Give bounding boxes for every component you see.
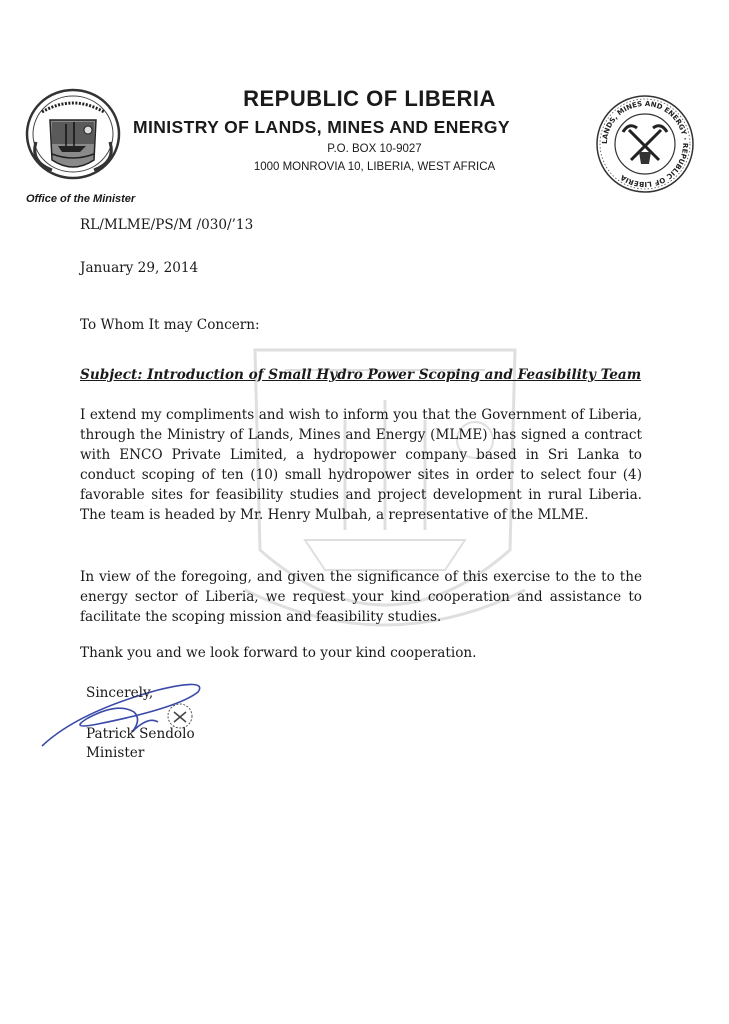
right-seal-text: LANDS, MINES AND ENERGY · REPUBLIC OF LIBERIA — [600, 99, 690, 189]
postal-address: 1000 MONROVIA 10, LIBERIA, WEST AFRICA — [253, 161, 496, 173]
body-paragraph-3: Thank you and we look forward to your kind cooperation. — [80, 645, 477, 661]
reference-number: RL/MLME/PS/M /030/’13 — [80, 217, 254, 233]
ministry-name: MINISTRY OF LANDS, MINES AND ENERGY — [133, 117, 510, 137]
body-paragraph-1: I extend my compliments and wish to inform you that the Government of Liberia, through the Ministry of Lands, Mines and Energy (MLME) has signed a contract with ENCO Private Limited, a hydropower company based in Sri Lanka to conduct scoping of ten (10) small hydropower sites in order to select four (4) favorable sites for feasibility studies and project development in rural Liberia. The team is headed by Mr. Henry Mulbah, a representative of the MLME. — [80, 407, 642, 523]
office-label: Office of the Minister — [26, 193, 136, 205]
letterhead-title: REPUBLIC OF LIBERIA — [243, 86, 496, 111]
body-paragraph-2: In view of the foregoing, and given the significance of this exercise to the to the energy sector of Liberia, we request your kind cooperation and assistance to facilitate the scoping mission and feasibility studies. — [80, 569, 642, 625]
letter-date: January 29, 2014 — [80, 260, 199, 276]
closing: Sincerely, — [86, 685, 154, 701]
salutation: To Whom It may Concern: — [80, 317, 260, 333]
subject-line: Subject: Introduction of Small Hydro Power Scoping and Feasibility Team — [80, 367, 642, 383]
po-box: P.O. BOX 10-9027 — [327, 143, 422, 155]
signatory-name: Patrick Sendolo — [86, 726, 195, 742]
signatory-title: Minister — [86, 745, 145, 761]
